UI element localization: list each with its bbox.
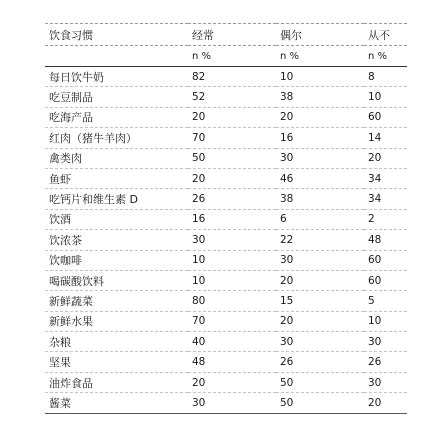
never-cell: 34 [364, 189, 407, 209]
table-row [45, 291, 407, 311]
habit-cell: 杂粮 [45, 332, 188, 352]
sometimes-cell: 30 [276, 148, 364, 168]
table-row [45, 230, 407, 250]
table-row [45, 332, 407, 352]
never-cell: 30 [364, 372, 407, 392]
often-cell: 30 [188, 393, 276, 413]
table-row [45, 352, 407, 372]
table-row [45, 311, 407, 331]
sometimes-cell: 15 [276, 291, 364, 311]
never-cell: 2 [364, 209, 407, 229]
never-cell: 60 [364, 270, 407, 290]
sometimes-cell: 38 [276, 189, 364, 209]
often-cell: 16 [188, 209, 276, 229]
header-row [45, 24, 407, 46]
often-cell: 70 [188, 311, 276, 331]
diet-habits-table [45, 23, 407, 414]
never-cell: 26 [364, 352, 407, 372]
sometimes-cell: 20 [276, 270, 364, 290]
table-row [45, 128, 407, 148]
habit-cell: 鱼虾 [45, 168, 188, 188]
habit-cell: 饮浓茶 [45, 230, 188, 250]
sometimes-cell: 30 [276, 332, 364, 352]
often-cell: 10 [188, 270, 276, 290]
never-cell: 48 [364, 230, 407, 250]
often-cell: 20 [188, 107, 276, 127]
table-row [45, 209, 407, 229]
table-row [45, 87, 407, 107]
often-cell: 80 [188, 291, 276, 311]
habit-cell: 吃海产品 [45, 107, 188, 127]
never-cell: 20 [364, 393, 407, 413]
habit-cell: 吃豆制品 [45, 87, 188, 107]
sometimes-cell: 38 [276, 87, 364, 107]
habit-cell: 新鲜蔬菜 [45, 291, 188, 311]
never-cell: 60 [364, 250, 407, 270]
table-row [45, 250, 407, 270]
sometimes-cell: 10 [276, 67, 364, 87]
sometimes-cell: 22 [276, 230, 364, 250]
often-cell: 50 [188, 148, 276, 168]
sometimes-cell: 6 [276, 209, 364, 229]
table-body [45, 67, 407, 414]
habit-cell: 饮咖啡 [45, 250, 188, 270]
often-cell: 70 [188, 128, 276, 148]
often-cell: 10 [188, 250, 276, 270]
sometimes-cell: 46 [276, 168, 364, 188]
often-cell: 26 [188, 189, 276, 209]
header-sometimes: 偶尔 [276, 24, 364, 46]
subheader-never: n % [364, 46, 407, 67]
sometimes-cell: 30 [276, 250, 364, 270]
habit-cell: 饮酒 [45, 209, 188, 229]
table-row [45, 67, 407, 87]
table-row [45, 393, 407, 413]
table-row [45, 372, 407, 392]
never-cell: 34 [364, 168, 407, 188]
sometimes-cell: 20 [276, 311, 364, 331]
never-cell: 14 [364, 128, 407, 148]
habit-cell: 红肉（猪牛羊肉） [45, 128, 188, 148]
habit-cell: 油炸食品 [45, 372, 188, 392]
table-row [45, 168, 407, 188]
subheader-habit [45, 46, 188, 67]
sometimes-cell: 50 [276, 372, 364, 392]
sometimes-cell: 16 [276, 128, 364, 148]
table-row [45, 189, 407, 209]
never-cell: 60 [364, 107, 407, 127]
habit-cell: 酱菜 [45, 393, 188, 413]
never-cell: 20 [364, 148, 407, 168]
header-often: 经常 [188, 24, 276, 46]
habit-cell: 坚果 [45, 352, 188, 372]
habit-cell: 吃钙片和维生素 D [45, 189, 188, 209]
often-cell: 20 [188, 372, 276, 392]
subheader-sometimes: n % [276, 46, 364, 67]
habit-cell: 禽类肉 [45, 148, 188, 168]
often-cell: 82 [188, 67, 276, 87]
subheader-often: n % [188, 46, 276, 67]
header-habit: 饮食习惯 [45, 24, 188, 46]
often-cell: 48 [188, 352, 276, 372]
often-cell: 40 [188, 332, 276, 352]
never-cell: 8 [364, 67, 407, 87]
never-cell: 5 [364, 291, 407, 311]
often-cell: 52 [188, 87, 276, 107]
never-cell: 10 [364, 311, 407, 331]
habit-cell: 喝碳酸饮料 [45, 270, 188, 290]
never-cell: 30 [364, 332, 407, 352]
sometimes-cell: 20 [276, 107, 364, 127]
never-cell: 10 [364, 87, 407, 107]
subheader-row [45, 46, 407, 67]
header-never: 从不 [364, 24, 407, 46]
table-header [45, 24, 407, 67]
table-row [45, 107, 407, 127]
sometimes-cell: 26 [276, 352, 364, 372]
often-cell: 30 [188, 230, 276, 250]
often-cell: 20 [188, 168, 276, 188]
sometimes-cell: 50 [276, 393, 364, 413]
table-row [45, 148, 407, 168]
habit-cell: 新鲜水果 [45, 311, 188, 331]
table-row [45, 270, 407, 290]
habit-cell: 每日饮牛奶 [45, 67, 188, 87]
